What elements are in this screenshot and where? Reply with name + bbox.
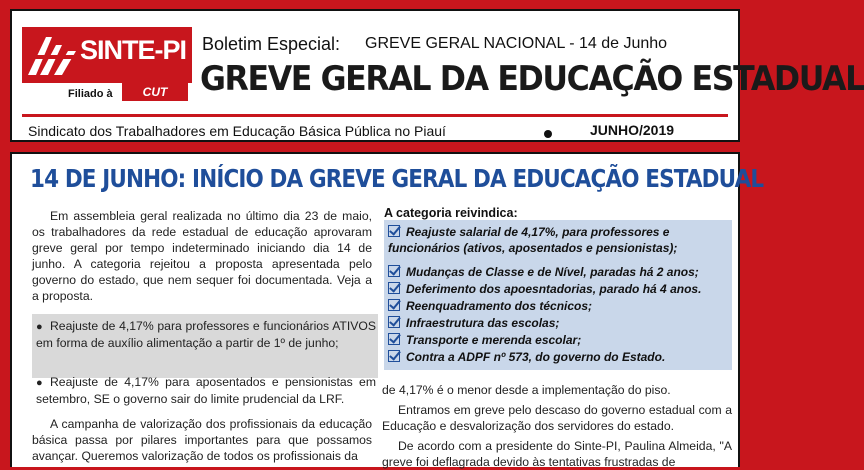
demand-text: Transporte e merenda escolar; [406, 333, 582, 347]
demand-item [388, 349, 728, 365]
article-body [10, 152, 764, 469]
demand-text: Reajuste salarial de 4,17%, para professores e funcionários (ativos, aposentados e pensionistas); [388, 225, 678, 255]
demand-text: Infraestrutura das escolas; [406, 316, 560, 330]
proposal-text: Reajuste de 4,17% para aposentados e pensionistas em setembro, SE o governo sair do limite prudencial da LRF. [36, 375, 376, 406]
bulletin-header [10, 9, 864, 142]
bullet-icon: ● [36, 377, 43, 389]
union-name: Sindicato dos Trabalhadores em Educação Básica Pública no Piauí [28, 123, 446, 139]
campaign-paragraph: A campanha de valorização dos profissionais da educação básica passa por pilares importantes para que possamos avançar. Queremos valorização de todos os profissionais da [32, 417, 372, 463]
demands-title: A categoria reivindica: [384, 206, 518, 220]
proposal-item [36, 374, 376, 407]
header-subtitle: GREVE GERAL NACIONAL - 14 de Junho [365, 35, 668, 52]
checkbox-icon [388, 350, 400, 362]
filiado-label: Filiado à [68, 88, 113, 100]
page-title: GREVE GERAL DA EDUCAÇÃO ESTADUAL [200, 59, 864, 99]
checkbox-icon [388, 225, 400, 237]
issue-date: JUNHO/2019 [590, 122, 675, 138]
demand-item [388, 264, 728, 280]
separator-dot-icon [544, 130, 552, 138]
demand-text: Deferimento dos apoesntadorias, parado há 4 anos. [406, 282, 702, 296]
right-paragraph: De acordo com a presidente do Sinte-PI, Paulina Almeida, "A greve foi deflagrada devido às tentativas frustradas de [382, 439, 732, 469]
demand-item [388, 332, 728, 348]
cut-logo: CUT [122, 83, 188, 101]
checkbox-icon [388, 299, 400, 311]
boletim-label: Boletim Especial: [202, 34, 341, 54]
demand-text: Reenquadramento dos técnicos; [406, 299, 593, 313]
proposal-item [36, 318, 376, 351]
intro-paragraph: Em assembleia geral realizada no último dia 23 de maio, os trabalhadores da rede estadual de educação aprovaram greve geral por tempo indeterminado iniciando dia 14 de junho. A categoria rejeitou a proposta apresentada pelo governo do estado, que nem sequer foi documentada. Veja a a proposta. [32, 209, 372, 303]
demand-item [388, 281, 728, 297]
article-headline: 14 DE JUNHO: INÍCIO DA GREVE GERAL DA EDUCAÇÃO ESTADUAL [30, 164, 764, 193]
demand-text: Mudanças de Classe e de Nível, paradas há 2 anos; [406, 265, 699, 279]
sinte-pi-logo [22, 27, 192, 83]
proposal-text: Reajuste de 4,17% para professores e funcionários ATIVOS em forma de auxílio alimentação a partir de 1º de junho; [36, 319, 376, 350]
demand-item [388, 224, 728, 256]
right-paragraph: Entramos em greve pelo descaso do governo estadual com a Educação e desvalorização dos servidores do estado. [382, 403, 732, 433]
logo-text: SINTE-PI [80, 35, 187, 65]
checkbox-icon [388, 265, 400, 277]
demand-item [388, 298, 728, 314]
bullet-icon: ● [36, 321, 43, 333]
checkbox-icon [388, 282, 400, 294]
checkbox-icon [388, 316, 400, 328]
demand-text: Contra a ADPF nº 573, do governo do Estado. [406, 350, 666, 364]
right-paragraph: de 4,17% é o menor desde a implementação do piso. [382, 383, 671, 397]
demand-item [388, 315, 728, 331]
checkbox-icon [388, 333, 400, 345]
header-divider [22, 114, 728, 117]
sinte-logo-icon [26, 31, 78, 79]
